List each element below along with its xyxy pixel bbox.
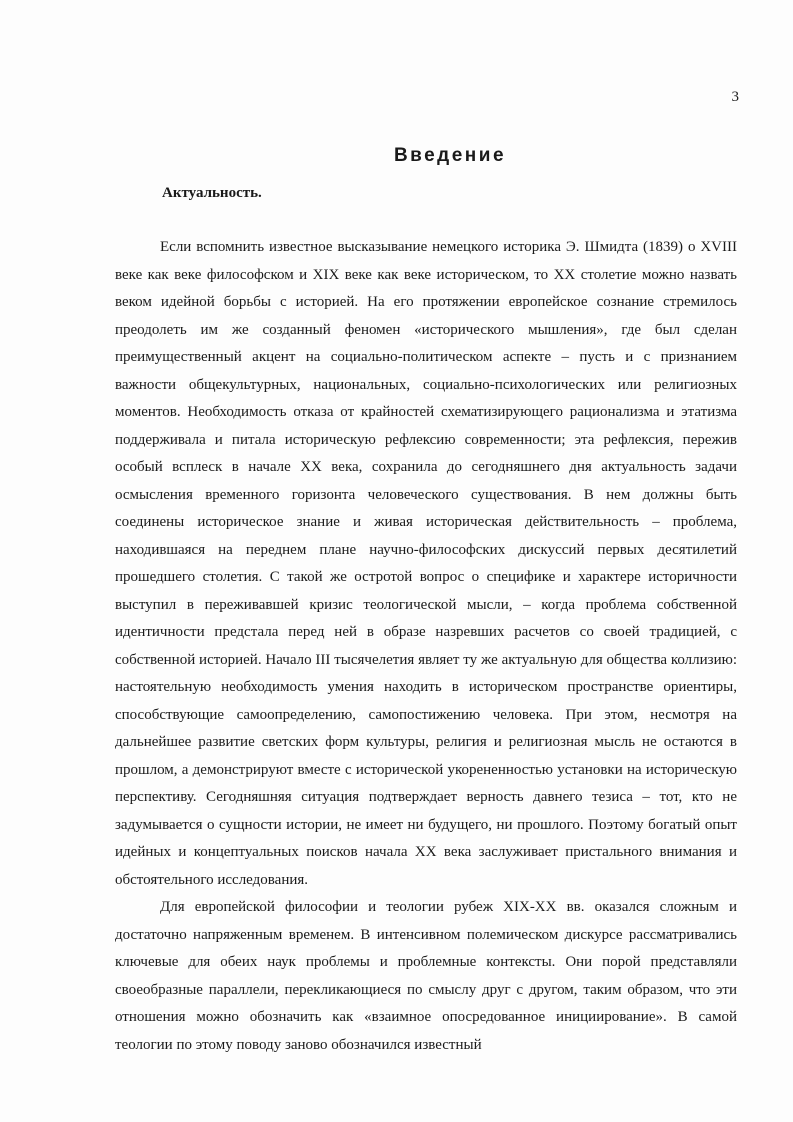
paragraph-2: Для европейской философии и теологии рубеж XIX-XX вв. оказался сложным и достаточно напряженным временем. В интенсивном полемическом дискурсе рассматривались ключевые для обеих наук проблемы и проблемные контексты. Они порой представляли своеобразные параллели, перекликающиеся по смыслу друг с другом, таким образом, что эти отношения можно обозначить как «взаимное опосредованное инициирование». В самой теологии по этому поводу заново обозначился известный <box>115 899 737 1053</box>
paragraph-1: Если вспомнить известное высказывание немецкого историка Э. Шмидта (1839) о XVIII веке как веке философском и XIX веке как веке историческом, то XX столетие можно назвать веком идейной борьбы с историей. На его протяжении европейское сознание стремилось преодолеть им же созданный феномен «исторического мышления», где был сделан преимущественный акцент на социально-политическом аспекте – пусть и с признанием важности общекультурных, национальных, социально-психологических или религиозных моментов. Необходимость отказа от крайностей схематизирующего рационализма и этатизма поддерживала и питала историческую рефлексию современности; эта рефлексия, пережив особый всплеск в начале XX века, сохранила до сегодняшнего дня актуальность задачи осмысления временного горизонта человеческого существования. В нем должны быть соединены историческое знание и живая историческая действительность – проблема, находившаяся на переднем плане научно-философских дискуссий первых десятилетий прошедшего столетия. С такой же остротой вопрос о специфике и характере историчности выступил в переживавшей кризис теологической мысли, – когда проблема собственной идентичности предстала перед ней в образе назревших расчетов со своей традицией, с собственной историей. Начало III тысячелетия являет ту же актуальную для общества коллизию: настоятельную необходимость умения находить в историческом пространстве ориентиры, способствующие самоопределению, самопостижению человека. При этом, несмотря на дальнейшее развитие светских форм культуры, религия и религиозная мысль не остаются в прошлом, а демонстрируют вместе с исторической укорененностью установки на историческую перспективу. Сегодняшняя ситуация подтверждает верность давнего тезиса – тот, кто не задумывается о сущности истории, не имеет ни будущего, ни прошлого. Поэтому богатый опыт идейных и концептуальных поисков начала XX века заслуживает пристального внимания и обстоятельного исследования. <box>115 239 737 888</box>
section-title: Введение <box>393 145 507 166</box>
body-text <box>115 234 737 1059</box>
section-subtitle: Актуальность. <box>162 185 262 201</box>
page-number: 3 <box>731 89 739 105</box>
